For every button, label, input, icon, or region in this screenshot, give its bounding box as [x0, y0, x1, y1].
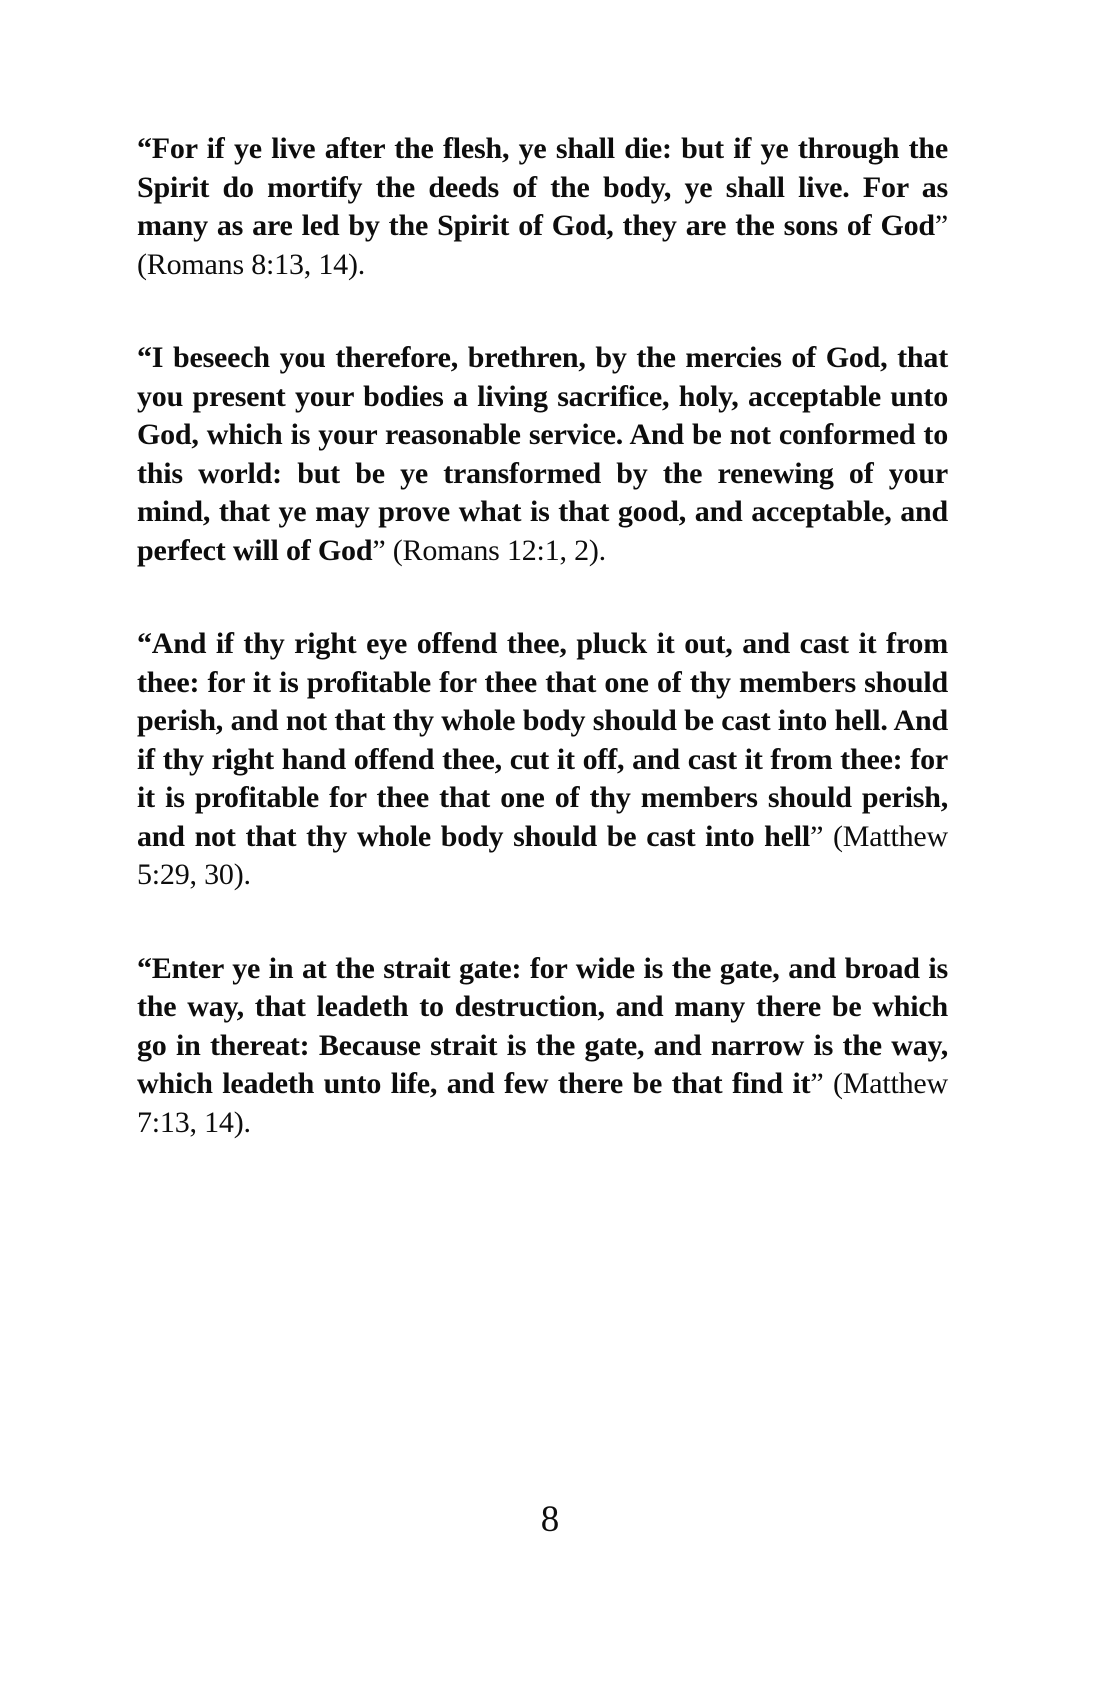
scripture-paragraph — [137, 130, 948, 284]
scripture-reference: ” (Matthew 7:13, 14). — [137, 1067, 948, 1139]
scripture-paragraph — [137, 625, 948, 895]
scripture-reference: ” (Romans 8:13, 14). — [137, 209, 948, 281]
quote-text: “I beseech you therefore, brethren, by the mercies of God, that you present your bodies a living sacrifice, holy, acceptable unto God, which is your reasonable service. And be not conformed to this world: but be ye transformed by the renewing of your mind, that ye may prove what is that good, and acceptable, and perfect will of God — [137, 341, 948, 567]
quote-text: “Enter ye in at the strait gate: for wide is the gate, and broad is the way, that leadeth to destruction, and many there be which go in thereat: Because strait is the gate, and narrow is the way, which leadeth unto life, and few there be that find it — [137, 951, 948, 1100]
scripture-paragraph — [137, 339, 948, 570]
scripture-paragraph — [137, 950, 948, 1143]
page-number: 8 — [540, 1499, 560, 1540]
quote-text: “And if thy right eye offend thee, pluck it out, and cast it from thee: for it is profitable for thee that one of thy members should perish, and not that thy whole body should be cast into hell. And if thy right hand offend thee, cut it off, and cast it from thee: for it is profitable for thee that one of thy members should perish, and not that thy whole body should be cast into hell — [137, 627, 948, 853]
scripture-text-block — [137, 130, 948, 1142]
quote-text: “For if ye live after the flesh, ye shall die: but if ye through the Spirit do mortify the deeds of the body, ye shall live. For as many as are led by the Spirit of God, they are the sons of God — [137, 132, 948, 242]
scripture-reference: ” (Romans 12:1, 2). — [372, 533, 606, 567]
scripture-reference: ” (Matthew 5:29, 30). — [137, 819, 949, 891]
